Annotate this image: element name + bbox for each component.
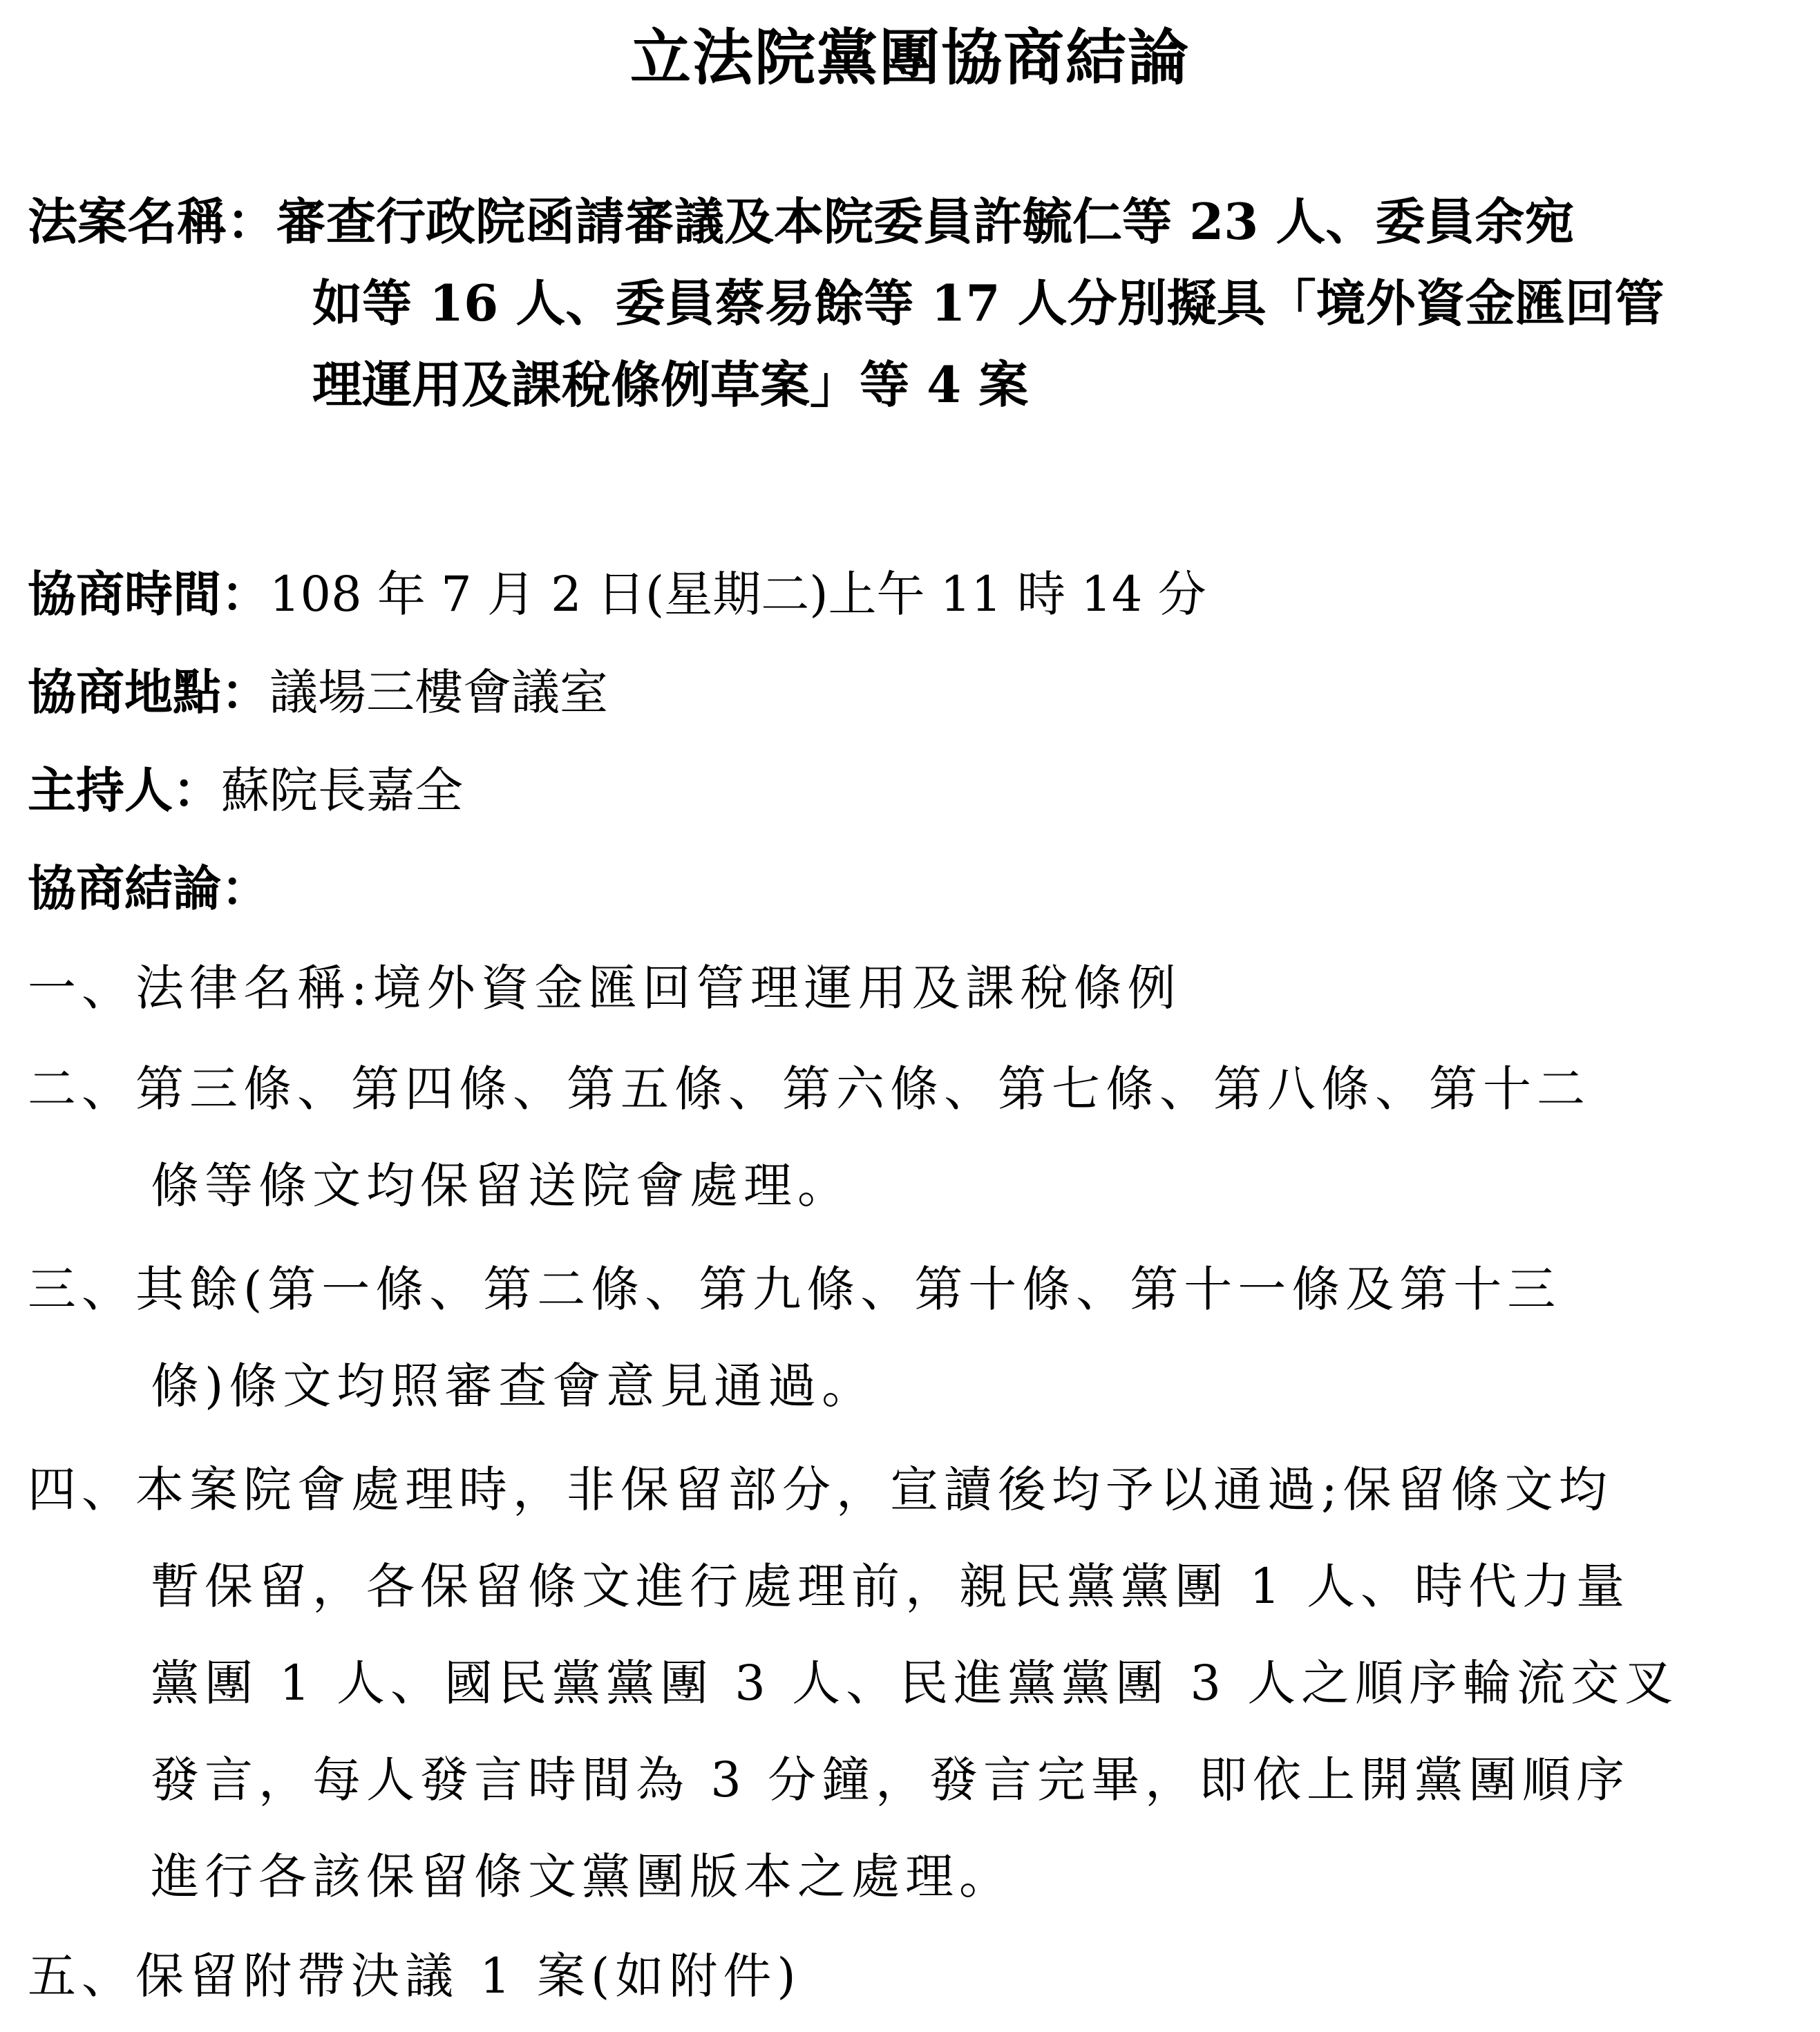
conclusion-heading: [28, 840, 1797, 937]
host-label: 主持人：: [28, 761, 221, 819]
list-item: [28, 1441, 1797, 1925]
item-3-line-1: 三、其餘(第一條、第二條、第九條、第十條、第十一條及第十三: [28, 1261, 1562, 1318]
conclusion-label: 協商結論：: [28, 860, 269, 917]
bill-name-line-2: 如等 16 人、委員蔡易餘等 17 人分別擬具「境外資金匯回管: [312, 274, 1665, 332]
meeting-place-label: 協商地點：: [28, 663, 269, 721]
item-4-line-4: 發言，每人發言時間為 3 分鐘，發言完畢，即依上開黨團順序: [151, 1751, 1631, 1808]
item-4-line-2: 暫保留，各保留條文進行處理前，親民黨黨團 1 人、時代力量: [151, 1558, 1631, 1615]
list-item: [28, 1041, 1797, 1234]
meeting-time-label: 協商時間：: [28, 565, 269, 623]
host-value: 蘇院長嘉全: [221, 762, 463, 819]
item-1-line-1: 一、法律名稱:境外資金匯回管理運用及課稅條例: [28, 960, 1182, 1016]
item-2-line-2: 條等條文均保留送院會處理。: [151, 1157, 851, 1214]
bill-name-label: 法案名稱：: [28, 192, 277, 251]
host-field: [28, 742, 1797, 839]
meeting-time-field: [28, 546, 1797, 643]
item-3-line-2: 條)條文均照審查會意見通過。: [151, 1358, 876, 1414]
item-4-line-3: 黨團 1 人、國民黨黨團 3 人、民進黨黨團 3 人之順序輪流交叉: [151, 1655, 1679, 1711]
bill-name-line-1: 審查行政院函請審議及本院委員許毓仁等 23 人、委員余宛: [276, 192, 1575, 251]
item-4-line-5: 進行各該保留條文黨團版本之處理。: [151, 1848, 1013, 1905]
item-5-line-1: 五、保留附帶決議 1 案(如附件): [28, 1948, 802, 2004]
item-4-line-1: 四、本案院會處理時，非保留部分，宣讀後均予以通過;保留條文均: [28, 1461, 1613, 1518]
bill-name-line-3: 理運用及課稅條例草案」等 4 案: [312, 355, 1029, 414]
bill-name-field: [28, 181, 1797, 426]
meeting-time-value: 108 年 7 月 2 日(星期二)上午 11 時 14 分: [269, 566, 1206, 623]
list-item: [28, 940, 1797, 1036]
item-2-line-1: 二、第三條、第四條、第五條、第六條、第七條、第八條、第十二: [28, 1061, 1591, 1117]
list-item: [28, 1928, 1797, 2024]
list-item: [28, 1241, 1797, 1434]
meeting-place-field: [28, 644, 1797, 741]
meeting-place-value: 議場三樓會議室: [269, 664, 608, 721]
document-title: 立法院黨團協商結論: [629, 21, 1190, 93]
